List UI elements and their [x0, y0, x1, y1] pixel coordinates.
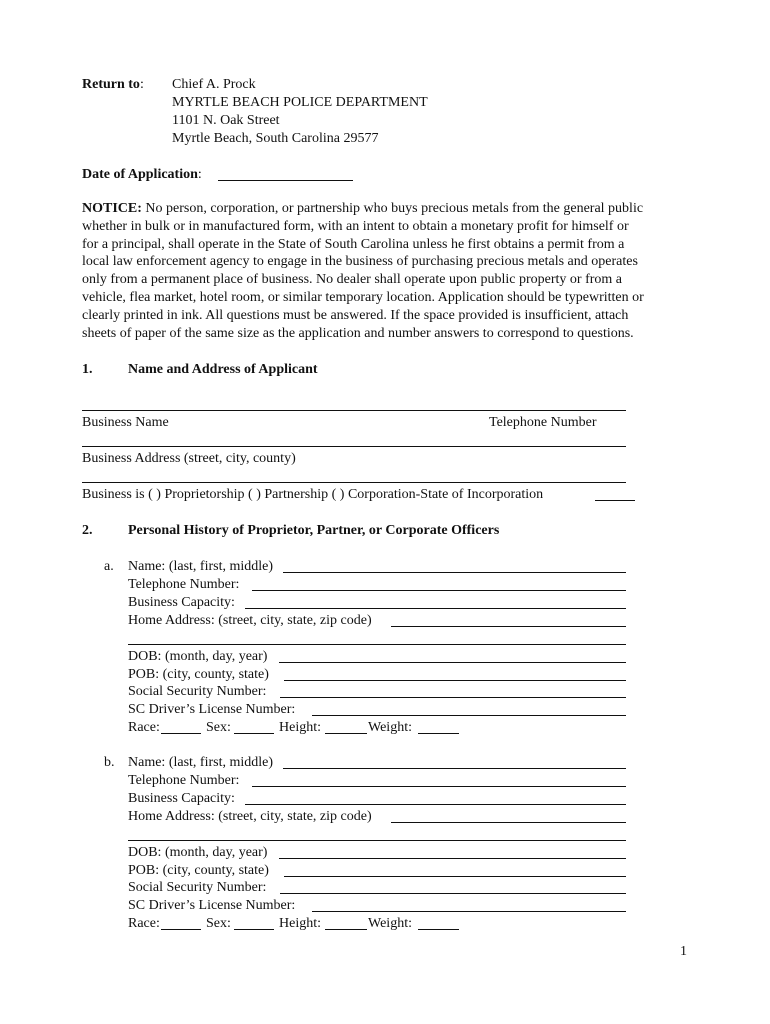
notice-line-1-text: No person, corporation, or partnership who buys precious metals from the general public	[145, 201, 644, 216]
pob-field[interactable]	[284, 862, 626, 877]
race-label: Race:	[128, 720, 160, 735]
sex-field[interactable]	[234, 719, 274, 734]
notice-line-3: for a principal, shall operate in the State of South Carolina unless he first obtains a permit from a	[82, 236, 625, 252]
date-of-application-label	[82, 166, 202, 184]
notice-line-6: vehicle, flea market, hotel room, or similar temporary location. Application should be typewritten or	[82, 289, 644, 305]
height-field[interactable]	[325, 719, 367, 734]
business-address-line[interactable]	[82, 446, 626, 447]
business-address-label: Business Address (street, city, county)	[82, 451, 296, 466]
sex-label: Sex:	[206, 916, 231, 931]
dob-field[interactable]	[279, 844, 626, 859]
notice-line-1	[82, 200, 692, 218]
height-field[interactable]	[325, 915, 367, 930]
race-field[interactable]	[161, 915, 201, 930]
sex-field[interactable]	[234, 915, 274, 930]
page-number: 1	[680, 944, 687, 959]
home-address-field-2[interactable]	[128, 826, 626, 841]
name-field[interactable]	[283, 754, 626, 769]
return-to-line-3: 1101 N. Oak Street	[172, 113, 280, 128]
business-name-line[interactable]	[82, 410, 626, 411]
height-label: Height:	[279, 720, 321, 735]
license-label: SC Driver’s License Number:	[128, 702, 296, 717]
height-label: Height:	[279, 916, 321, 931]
telephone-field[interactable]	[252, 576, 626, 591]
section-2-title: Personal History of Proprietor, Partner, or Corporate Officers	[128, 523, 500, 538]
telephone-label: Telephone Number:	[128, 577, 240, 592]
return-to-colon: :	[139, 77, 144, 92]
notice-paragraph	[82, 200, 692, 342]
pob-field[interactable]	[284, 666, 626, 681]
pob-label: POB: (city, county, state)	[128, 863, 269, 878]
date-label-text: Date of Application	[82, 167, 198, 182]
business-name-label: Business Name	[82, 415, 169, 430]
dob-label: DOB: (month, day, year)	[128, 649, 268, 664]
sex-label: Sex:	[206, 720, 231, 735]
home-address-field[interactable]	[391, 612, 626, 627]
name-label: Name: (last, first, middle)	[128, 559, 274, 574]
name-label: Name: (last, first, middle)	[128, 755, 274, 770]
business-type-line[interactable]	[82, 482, 626, 483]
ssn-field[interactable]	[280, 683, 626, 698]
home-address-label: Home Address: (street, city, state, zip code)	[128, 613, 372, 628]
race-label: Race:	[128, 916, 160, 931]
date-colon: :	[197, 167, 202, 182]
return-to-label-text: Return to	[82, 77, 140, 92]
return-to-label	[82, 76, 144, 94]
person-b-letter: b.	[104, 755, 115, 770]
capacity-label: Business Capacity:	[128, 791, 235, 806]
weight-field[interactable]	[418, 719, 459, 734]
business-is-label: Business is ( ) Proprietorship ( ) Partnership ( ) Corporation-State of Incorporation	[82, 487, 544, 502]
telephone-number-label: Telephone Number	[489, 415, 597, 430]
notice-line-8: sheets of paper of the same size as the application and number answers to correspond to questions.	[82, 325, 634, 341]
return-to-line-2: MYRTLE BEACH POLICE DEPARTMENT	[172, 95, 428, 110]
weight-label: Weight:	[368, 916, 412, 931]
notice-line-2: whether in bulk or in manufactured form, with an intent to obtain a monetary profit for himself or	[82, 218, 629, 234]
license-label: SC Driver’s License Number:	[128, 898, 296, 913]
weight-field[interactable]	[418, 915, 459, 930]
notice-line-5: only from a permanent place of business. No dealer shall operate upon public property or from a	[82, 272, 622, 288]
home-address-field-2[interactable]	[128, 630, 626, 645]
return-to-line-1: Chief A. Prock	[172, 77, 256, 92]
ssn-label: Social Security Number:	[128, 684, 267, 699]
name-field[interactable]	[283, 558, 626, 573]
person-a-letter: a.	[104, 559, 114, 574]
capacity-field[interactable]	[245, 790, 626, 805]
notice-line-7: clearly printed in ink. All questions must be answered. If the space provided is insufficient, attach	[82, 307, 629, 323]
notice-label: NOTICE:	[82, 201, 142, 216]
state-of-incorporation-field[interactable]	[595, 486, 635, 501]
capacity-field[interactable]	[245, 594, 626, 609]
weight-label: Weight:	[368, 720, 412, 735]
pob-label: POB: (city, county, state)	[128, 667, 269, 682]
notice-line-4: local law enforcement agency to engage in the business of purchasing precious metals and operates	[82, 254, 638, 270]
license-field[interactable]	[312, 897, 626, 912]
section-2-number: 2.	[82, 523, 93, 538]
dob-field[interactable]	[279, 648, 626, 663]
race-field[interactable]	[161, 719, 201, 734]
telephone-field[interactable]	[252, 772, 626, 787]
section-1-title: Name and Address of Applicant	[128, 362, 318, 377]
ssn-label: Social Security Number:	[128, 880, 267, 895]
capacity-label: Business Capacity:	[128, 595, 235, 610]
section-1-number: 1.	[82, 362, 93, 377]
license-field[interactable]	[312, 701, 626, 716]
telephone-label: Telephone Number:	[128, 773, 240, 788]
return-to-line-4: Myrtle Beach, South Carolina 29577	[172, 131, 379, 146]
date-of-application-field[interactable]	[218, 166, 353, 181]
dob-label: DOB: (month, day, year)	[128, 845, 268, 860]
ssn-field[interactable]	[280, 879, 626, 894]
home-address-field[interactable]	[391, 808, 626, 823]
home-address-label: Home Address: (street, city, state, zip code)	[128, 809, 372, 824]
